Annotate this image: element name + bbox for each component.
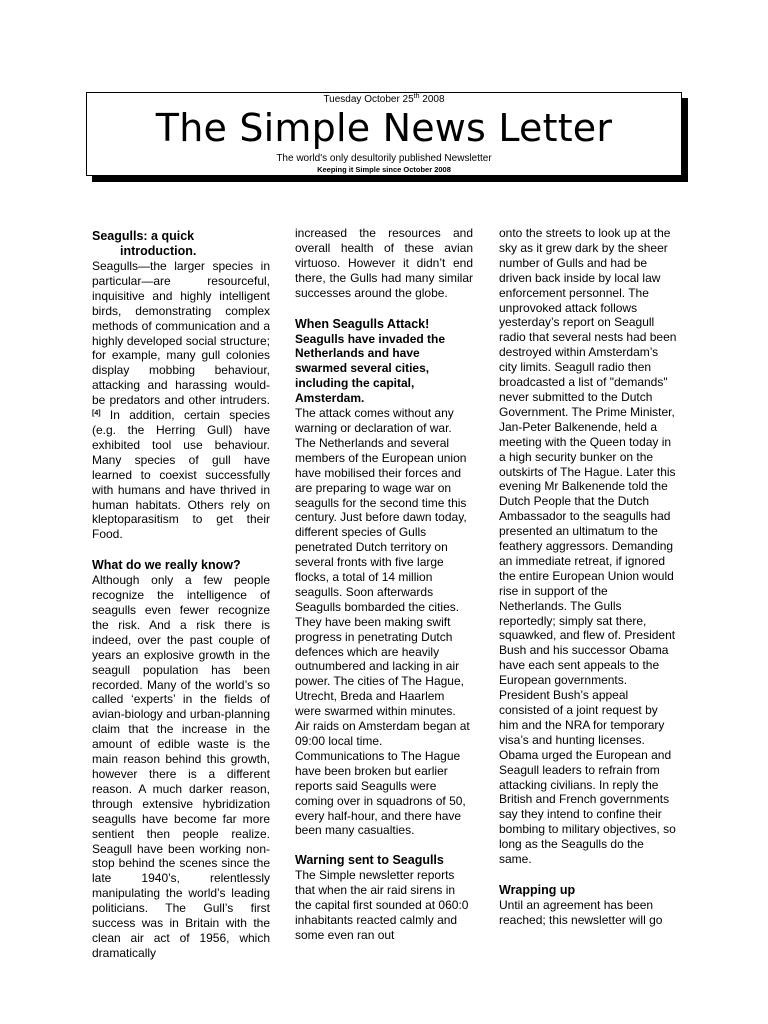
masthead xyxy=(86,92,682,176)
newsletter-tagline: Keeping it Simple since October 2008 xyxy=(317,165,451,174)
paragraph-attack-continued: onto the streets to look up at the sky as it grew dark by the sheer number of Gulls and had be driven back inside by local law enforcement personnel. The unprovoked attack follows yesterday’s report on Seagull radio that several nests had been destroyed within Amsterdam’s city limits. Seagull radio then broadcasted a list of "demands" never submitted to the Dutch Government. The Prime Minister, Jan-Peter Balkenende, held a meeting with the Queen today in a high security bunker on the outskirts of The Hague. Later this evening Mr Balkenende told the Dutch People that the Dutch Ambassador to the seagulls had presented an ultimatum to the feathery aggressors. Demanding an immediate retreat, if ignored the entire European Union would rise in support of the Netherlands. The Gulls reportedly; simply sat there, squawked, and flew of. President Bush and his successor Obama have each sent appeals to the European governments. President Bush’s appeal consisted of a joint request by him and the NRA for temporary visa’s and hunting licenses. Obama urged the European and Seagull leaders to refrain from attacking civilians. In reply the British and French governments say they intend to confine their bombing to military objectives, so long as the Seagulls do the same. xyxy=(499,226,677,867)
column-1 xyxy=(92,226,270,961)
heading-seagulls-intro: Seagulls: a quick introduction. xyxy=(92,229,197,258)
paragraph-seagulls-intro: Seagulls—the larger species in particular—are resourceful, inquisitive and highly intelligent birds, demonstrating complex methods of communication and a highly developed social structure; for example, many gull colonies display mobbing behaviour, attacking and harassing would-be predators and other intruders.[4] In addition, certain species (e.g. the Herring Gull) have exhibited tool use behaviour. Many species of gull have learned to coexist successfully with humans and have thrived in human habitats. Others rely on kleptoparasitism to get their Food. xyxy=(92,259,270,542)
paragraph-warning: The Simple newsletter reports that when the air raid sirens in the capital first sounded at 060:0 inhabitants reacted calmly and some even ran out xyxy=(295,868,469,942)
paragraph-what-do-we-know: Although only a few people recognize the intelligence of seagulls even fewer recognize the risk. And a risk there is indeed, over the past couple of years an explosive growth in the seagull population has been recorded. Many of the world’s so called ‘experts’ in the fields of avian-biology and urban-planning claim that the increase in the amount of edible waste is the main reason behind this growth, however there is a different reason. A much darker reason, through extensive hybridization seagulls have become far more sentient then people realize. Seagull have been working non-stop behind the scenes since the late 1940’s, relentlessly manipulating the world’s leading politicians. The Gull’s first success was in Britain with the clean air act of 1956, which dramatically xyxy=(92,573,270,960)
heading-wrapping-up: Wrapping up xyxy=(499,882,576,897)
paragraph-continued: increased the resources and overall health of these avian virtuoso. However it didn’t end there, the Gulls had many similar successes around the globe. xyxy=(295,226,473,300)
heading-warning-sent: Warning sent to Seagulls xyxy=(295,853,444,868)
newsletter-subtitle: The world's only desultorily published Newsletter xyxy=(276,153,492,164)
heading-seagulls-attack: When Seagulls Attack! xyxy=(295,316,430,331)
footnote-reference[interactable]: [4] xyxy=(92,410,101,418)
column-2 xyxy=(295,226,473,943)
lead-paragraph: Seagulls have invaded the Netherlands and have swarmed several cities, including the capital, Amsterdam. xyxy=(295,331,446,406)
newsletter-title: The Simple News Letter xyxy=(155,106,613,150)
paragraph-attack: The attack comes without any warning or declaration of war. The Netherlands and several members of the European union have mobilised their forces and are preparing to wage war on seagulls for the second time this century. Just before dawn today, different species of Gulls penetrated Dutch territory on several fronts with five large flocks, a total of 14 million seagulls. Soon afterwards Seagulls bombarded the cities. They have been making swift progress in penetrating Dutch defences which are heavily outnumbered and lacking in air power. The cities of The Hague, Utrecht, Breda and Haarlem were swarmed within minutes. Air raids on Amsterdam began at 09:00 local time. Communications to The Hague have been broken but earlier reports said Seagulls were coming over in squadrons of 50, every half-hour, and there have been many casualties. xyxy=(295,406,470,838)
issue-date: Tuesday October 25th 2008 xyxy=(323,93,445,105)
column-3 xyxy=(499,226,677,928)
paragraph-wrapping-up: Until an agreement has been reached; this newsletter will go xyxy=(499,897,663,927)
heading-what-do-we-know: What do we really know? xyxy=(92,558,241,573)
